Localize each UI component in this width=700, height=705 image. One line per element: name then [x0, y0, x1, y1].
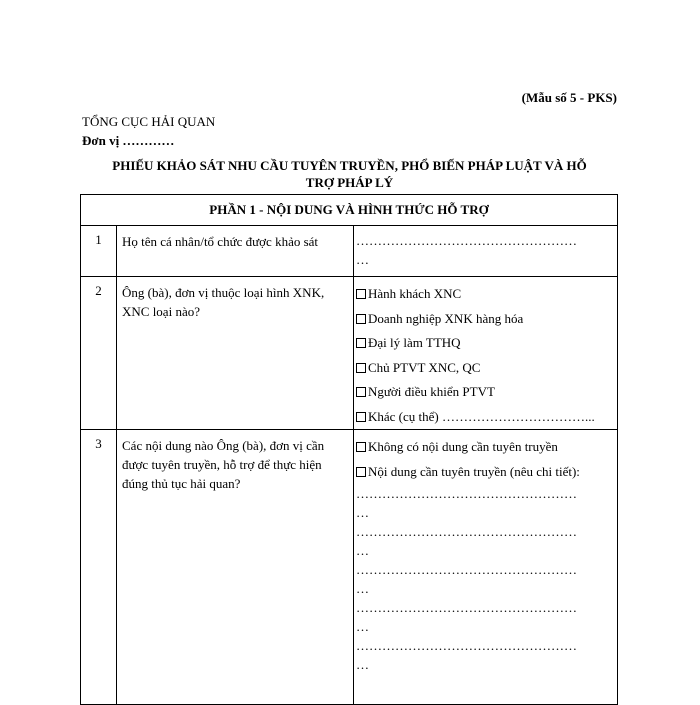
question-line: Các nội dung nào Ông (bà), đơn vị cần	[122, 438, 325, 453]
question-line: XNC loại nào?	[122, 304, 200, 319]
title-line-1: PHIẾU KHẢO SÁT NHU CẦU TUYÊN TRUYỀN, PHỔ BIẾN PHÁP LUẬT VÀ HỖ	[112, 158, 587, 173]
option-label: Hành khách XNC	[368, 286, 462, 301]
document-title	[82, 157, 617, 191]
fill-line: ……………………………………………	[356, 600, 577, 615]
fill-line: ……………………………………………	[356, 638, 577, 653]
unit-field: Đơn vị …………	[82, 133, 175, 148]
question-text	[117, 430, 354, 705]
fill-line: ……………………………………………	[356, 562, 577, 577]
part-1-header: PHẦN 1 - NỘI DUNG VÀ HÌNH THỨC HỖ TRỢ	[81, 195, 618, 226]
option-item[interactable]	[356, 460, 615, 485]
answer-cell[interactable]	[354, 226, 618, 277]
options-cell	[354, 277, 618, 430]
checkbox-icon[interactable]	[356, 338, 366, 348]
checkbox-icon[interactable]	[356, 442, 366, 452]
agency-name: TỔNG CỤC HẢI QUAN	[82, 114, 216, 129]
option-item[interactable]	[356, 405, 615, 430]
option-label: Chủ PTVT XNC, QC	[368, 359, 481, 375]
question-text: Họ tên cá nhân/tổ chức được khảo sát	[117, 226, 354, 277]
form-code: (Mẫu số 5 - PKS)	[521, 90, 617, 105]
checkbox-icon[interactable]	[356, 363, 366, 373]
option-item[interactable]	[356, 435, 615, 460]
table-row	[81, 430, 618, 705]
option-item[interactable]	[356, 307, 615, 332]
option-item[interactable]	[356, 356, 615, 381]
option-item[interactable]	[356, 282, 615, 307]
question-line: đúng thủ tục hải quan?	[122, 476, 241, 491]
checkbox-icon[interactable]	[356, 467, 366, 477]
option-label: Doanh nghiệp XNK hàng hóa	[368, 310, 524, 326]
detail-fill-area[interactable]	[356, 484, 615, 674]
option-item[interactable]	[356, 380, 615, 405]
option-label: Người điều khiển PTVT	[368, 384, 495, 399]
question-line: Ông (bà), đơn vị thuộc loại hình XNK,	[122, 285, 325, 300]
checkbox-icon[interactable]	[356, 412, 366, 422]
row-number: 2	[81, 277, 117, 430]
fill-line: …	[356, 619, 369, 634]
fill-line: …	[356, 505, 369, 520]
option-label: Đại lý làm TTHQ	[368, 335, 461, 350]
row-number: 1	[81, 226, 117, 277]
checkbox-icon[interactable]	[356, 387, 366, 397]
fill-line: …	[356, 252, 369, 267]
fill-line: …	[356, 657, 369, 672]
fill-line: …	[356, 543, 369, 558]
row-number: 3	[81, 430, 117, 705]
checkbox-icon[interactable]	[356, 314, 366, 324]
survey-table	[80, 194, 618, 705]
title-line-2: TRỢ PHÁP LÝ	[305, 175, 394, 190]
option-label: Khác (cụ thể) ……………………………...	[368, 408, 595, 424]
question-text	[117, 277, 354, 430]
options-cell	[354, 430, 618, 705]
fill-line: ……………………………………………	[356, 486, 577, 501]
question-line: được tuyên truyền, hỗ trợ để thực hiện	[122, 457, 322, 472]
table-row	[81, 277, 618, 430]
checkbox-icon[interactable]	[356, 289, 366, 299]
fill-line: ……………………………………………	[356, 524, 577, 539]
table-row	[81, 226, 618, 277]
option-label: Nội dung cần tuyên truyền (nêu chi tiết):	[368, 463, 580, 479]
fill-line: ……………………………………………	[356, 233, 577, 248]
option-item[interactable]	[356, 331, 615, 356]
fill-line: …	[356, 581, 369, 596]
option-label: Không có nội dung cần tuyên truyền	[368, 439, 558, 454]
